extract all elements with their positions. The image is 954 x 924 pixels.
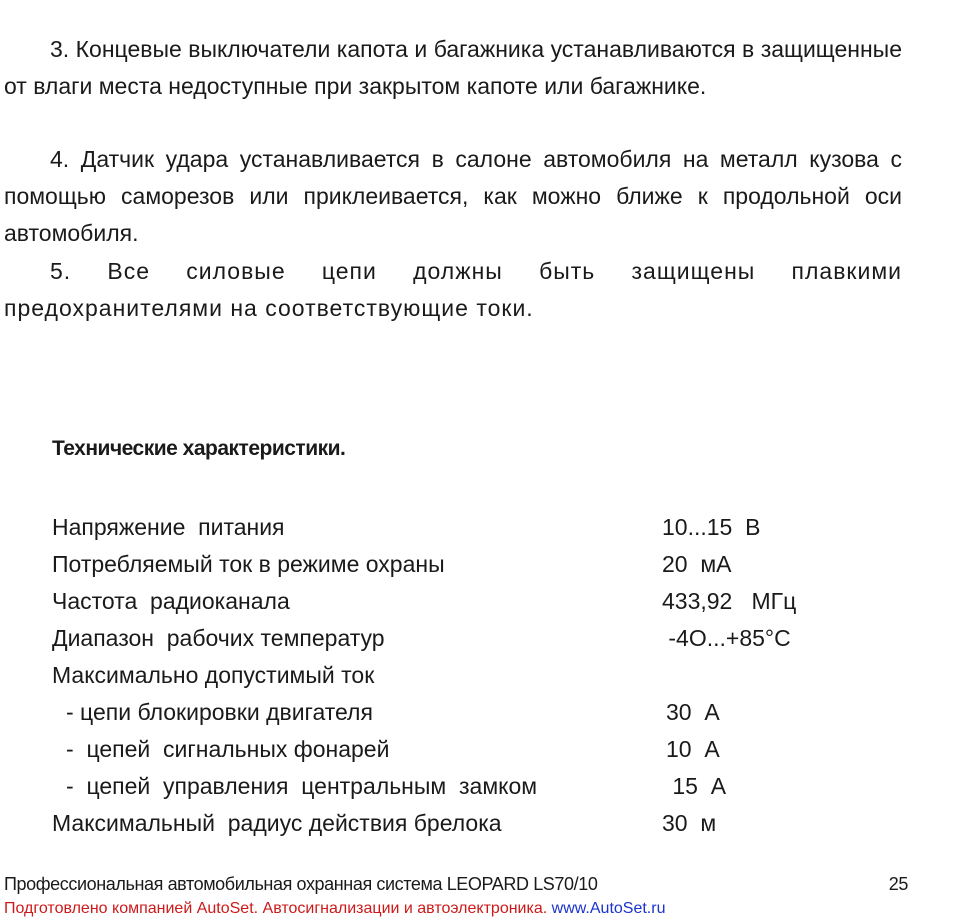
spec-label: Максимальный радиус действия брелока [52,810,502,836]
spec-label: Потребляемый ток в режиме охраны [52,551,445,577]
paragraph-3: 3. Концевые выключатели капота и багажника устанавливаются в защищенные от влаги места недоступные при закрытом капоте или багажнике. [4,36,902,99]
spec-value: 433,92 МГц [662,588,797,614]
spec-value: 20 мА [662,551,732,577]
page-number: 25 [888,874,908,894]
spec-value: 15 А [666,773,727,799]
spec-label: Диапазон рабочих температур [52,625,385,651]
credit-link[interactable]: www.AutoSet.ru [551,900,666,917]
spec-row [52,546,852,583]
footer-title: Профессиональная автомобильная охранная система LEOPARD LS70/10 [4,874,598,894]
page-footer [4,874,908,895]
spec-value: 30 м [662,810,717,836]
spec-value: 10...15 В [662,514,761,540]
credit-line [4,900,665,918]
credit-text: Подготовлено компанией AutoSet. Автосигнализации и автоэлектроника. [4,900,552,917]
spec-row [52,731,852,768]
spec-label: - цепи блокировки двигателя [66,699,373,725]
spec-row [52,509,852,546]
spec-row [52,694,852,731]
paragraph-5: 5. Все силовые цепи должны быть защищены плавкими предохранителями на соответствующие токи. [4,258,902,321]
spec-label: - цепей сигнальных фонарей [66,736,390,762]
spec-row [52,805,852,842]
specs-table [52,509,852,842]
spec-row [52,657,852,694]
spec-row [52,620,852,657]
paragraph-4: 4. Датчик удара устанавливается в салоне автомобиля на металл кузова с помощью саморезов или приклеивается, как можно ближе к продольной оси автомобиля. [4,146,902,246]
spec-row [52,583,852,620]
specs-title: Технические характеристики. [52,437,346,460]
spec-label: Напряжение питания [52,514,285,540]
spec-row [52,768,852,805]
spec-label: Максимально допустимый ток [52,662,375,688]
spec-label: Частота радиоканала [52,588,290,614]
spec-value: 30 А [666,699,720,725]
spec-label: - цепей управления центральным замком [66,773,538,799]
spec-value: -4О...+85°С [662,625,791,651]
spec-value: 10 А [666,736,720,762]
